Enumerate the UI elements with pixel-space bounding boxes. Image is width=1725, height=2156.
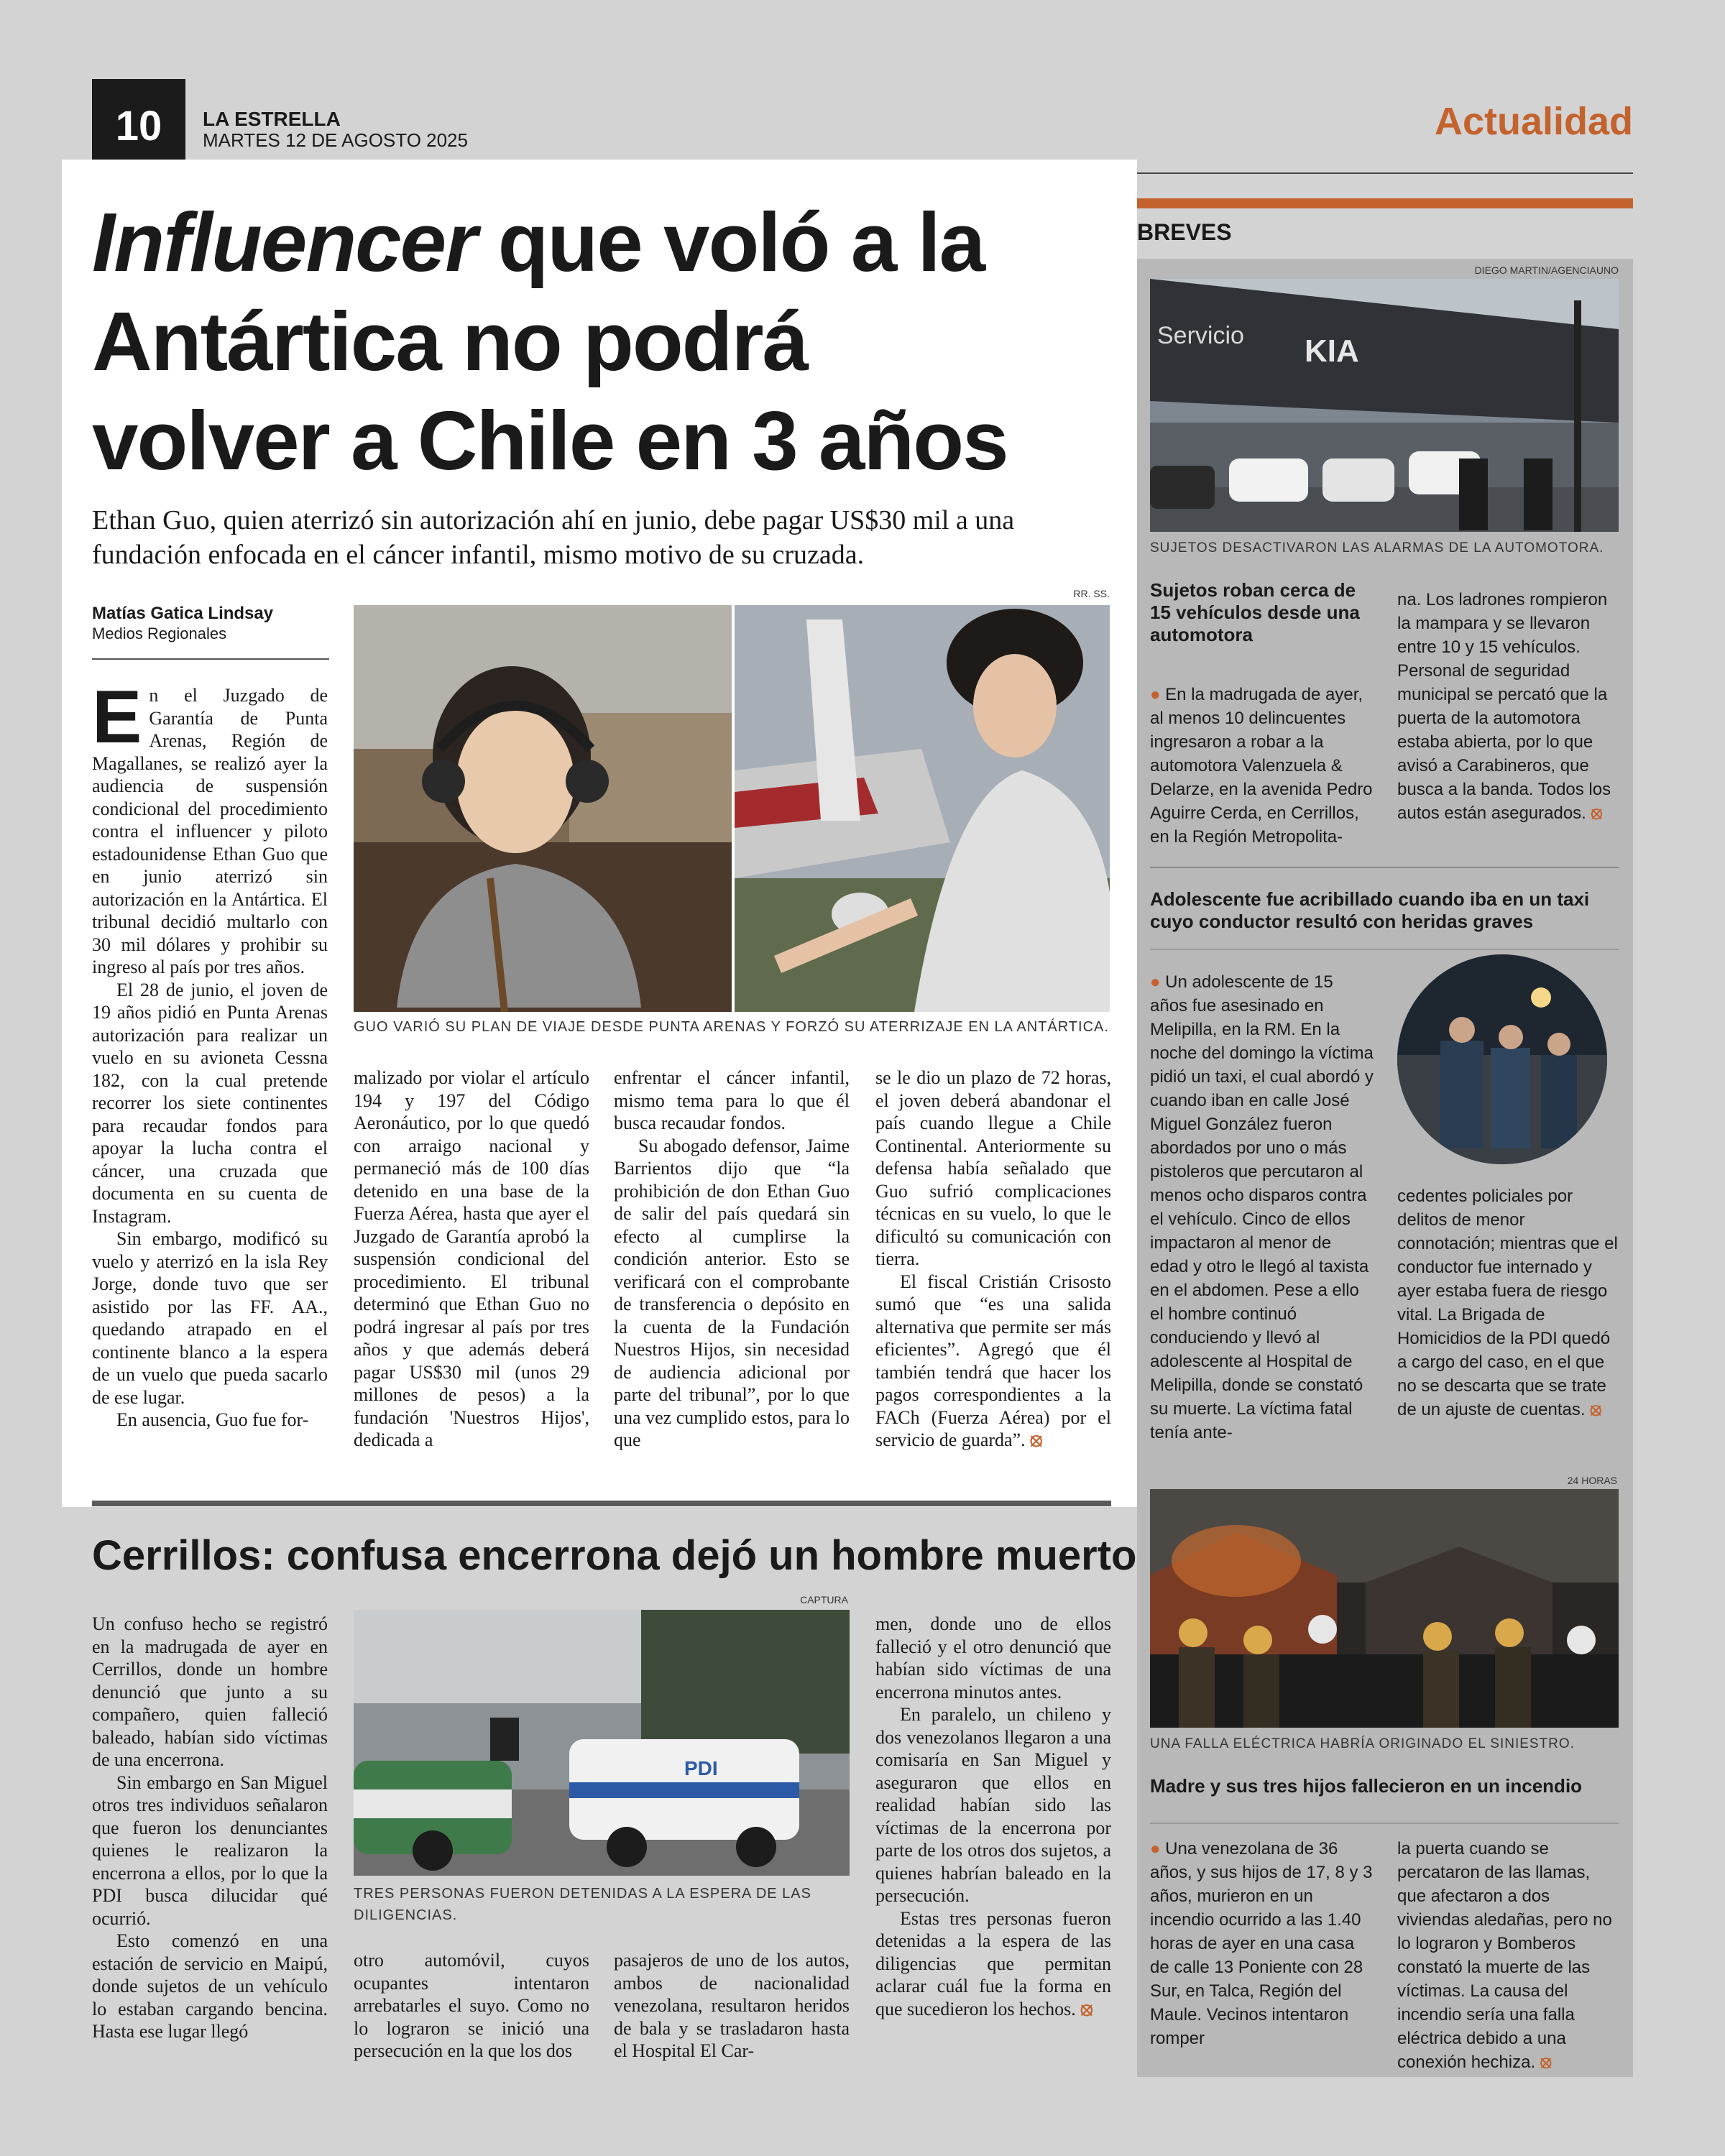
breve1-text-left-content: En la madrugada de ayer, al menos 10 delincuentes ingresaron a robar a la automotora Valenzuela & Delarze, en la avenida Pedro Aguirre Cerda, en Cerrillos, en la Región Metropolita- xyxy=(1150,685,1373,847)
main-col3-p1: enfrentar el cáncer infantil, mismo tema para lo que él busca recaudar fondos. xyxy=(614,1067,850,1133)
headline-line-2: Antártica no podrá xyxy=(92,295,808,388)
second-headline: Cerrillos: confusa encerrona dejó un hombre muerto xyxy=(92,1532,1137,1579)
breve-separator xyxy=(1150,867,1619,868)
breve2-text-left xyxy=(1150,970,1374,1445)
end-of-article-mark-icon: ⦻ xyxy=(1591,803,1603,823)
main-col1-p2: El 28 de junio, el joven de 19 años pidió en Punta Arenas autorización para realizar un vuelo en su avioneta Cessna 182, con la cual pretende recorrer los siete continentes para recaudar fondos para apoyar la lucha contra el cáncer, una cruzada que documenta en su cuenta de Instagram. xyxy=(92,979,328,1227)
main-column-3 xyxy=(614,1067,850,1452)
breve3-photo-credit: 24 HORAS xyxy=(1567,1475,1617,1486)
main-column-4 xyxy=(875,1067,1111,1452)
breve2-headline: Adolescente fue acribillado cuando iba en un taxi cuyo conductor resultó con heridas graves xyxy=(1150,888,1590,932)
main-column-1 xyxy=(92,676,328,1432)
pdi-vehicle-text: PDI xyxy=(684,1757,718,1779)
second-col1-p2: Sin embargo en San Miguel otros tres individuos señalaron que fueron los denunciantes quienes le realizaron la encerrona a ellos, por lo que la PDI busca dilucidar qué ocurrió. xyxy=(92,1772,328,1929)
second-col1-p1: Un confuso hecho se registró en la madrugada de ayer en Cerrillos, donde un hombre denunció que junto a su compañero, quien falleció baleado, habían sido víctimas de una encerrona. xyxy=(92,1613,328,1770)
photo-guo-airplane xyxy=(735,605,1110,1012)
main-col1-p4: En ausencia, Guo fue for- xyxy=(116,1409,309,1430)
breve2-text-right xyxy=(1397,1184,1622,1422)
second-photo-credit: CAPTURA xyxy=(800,1594,848,1606)
headline-line-3: volver a Chile en 3 años xyxy=(92,394,1008,487)
photo-guo-cockpit xyxy=(354,605,732,1012)
breve3-text-right-content: la puerta cuando se percataron de las llamas, que afectaron a dos viviendas aledañas, pero no lo lograron y Bomberos constató la muerte de las víctimas. La causa del incendio sería una falla eléctrica debido a una conexión hechiza. xyxy=(1397,1839,1612,2072)
bullet-dot-icon: ● xyxy=(1150,685,1161,704)
second-column-2 xyxy=(354,1949,589,2063)
breve-separator xyxy=(1150,1823,1619,1824)
header-rule xyxy=(1137,172,1633,174)
second-col2-p1: otro automóvil, cuyos ocupantes intentaron arrebatarles el suyo. Como no lo lograron se inició una persecución en la que los dos xyxy=(354,1950,589,2061)
main-headline xyxy=(92,193,1127,490)
article-divider xyxy=(92,1501,1111,1506)
kia-sign: KIA xyxy=(1305,333,1359,369)
breve-separator xyxy=(1150,949,1619,950)
newspaper-date: MARTES 12 DE AGOSTO 2025 xyxy=(203,129,468,151)
photo-automotora xyxy=(1150,279,1619,532)
main-col3-p2: Su abogado defensor, Jaime Barrientos dijo que “la prohibición de don Ethan Guo de salir del país quedará sin efecto al cumplirse la condición anterior. Esto se verificará con el comprobante de transferencia o depósito en la cuenta de la Fundación Nuestros Hijos, sin necesidad de audiencia adicional por parte del tribunal”, por lo que una vez cumplido estos, para lo que xyxy=(614,1135,850,1450)
second-col4-p2: En paralelo, un chileno y dos venezolanos llegaron a una comisaría en San Miguel y aseguraron que ellos en realidad habían sido las víctimas de la encerrona por parte de los otros dos sujetos, a quienes habrían baleado en la persecución. xyxy=(875,1704,1111,1906)
breve2-text-left-content: Un adolescente de 15 años fue asesinado en Melipilla, en la RM. En la noche del domingo la víctima pidió un taxi, el cual abordó y cuando iban en calle José Miguel González fueron abordados por uno o más pistoleros que percutaron al menos ocho disparos contra el vehículo. Cinco de ellos impactaron al menor de edad y otro le llegó al taxista en el abdomen. Pese a ello el hombre continuó conduciendo y llevó al adolescente al Hospital de Melipilla, donde se constató su muerte. La víctima fatal tenía ante- xyxy=(1150,972,1374,1442)
photo-melipilla-night xyxy=(1397,954,1607,1164)
breves-label: BREVES xyxy=(1137,219,1232,245)
breve3-caption: UNA FALLA ELÉCTRICA HABRÍA ORIGINADO EL SINIESTRO. xyxy=(1150,1736,1575,1751)
page-number: 10 xyxy=(92,79,185,172)
main-photo-credit: RR. SS. xyxy=(1073,588,1110,599)
end-of-article-mark-icon: ⦻ xyxy=(1080,1997,1093,2019)
breve1-photo-credit: DIEGO MARTIN/AGENCIAUNO xyxy=(1474,264,1619,276)
bullet-dot-icon: ● xyxy=(1150,972,1161,992)
breve1-text-right-content: na. Los ladrones rompieron la mampara y se llevaron entre 10 y 15 vehículos. Personal de seguridad municipal se percató que la puerta de la automotora estaba abierta, por lo que avisó a Carabineros, que busca a la banda. Todos los autos están asegurados. xyxy=(1397,590,1611,823)
photo-incendio-talca xyxy=(1150,1489,1619,1728)
main-col4-p2: El fiscal Cristián Crisosto sumó que “es una salida alternativa que permite ser más eficientes”. Agregó que él también tendrá que hacer los pagos correspondientes a la FACh (Fuerza Aérea) por el servicio de guarda”. xyxy=(875,1271,1111,1450)
main-col4-p1: se le dio un plazo de 72 horas, el joven deberá abandonar el país cuando llegue a Chile Continental. Anteriormente su defensa había señalado que Guo sufrió complicaciones técnicas en su vuelo, lo que le dificultó su comunicación con tierra. xyxy=(875,1067,1111,1269)
second-col4-p3: Estas tres personas fueron detenidas a la espera de las diligencias que permitan aclarar cuál fue la forma en que sucedieron los hechos. xyxy=(875,1907,1111,2019)
bullet-dot-icon: ● xyxy=(1150,1839,1161,1858)
main-deck: Ethan Guo, quien aterrizó sin autorización ahí en junio, debe pagar US$30 mil a una fundación enfocada en el cáncer infantil, mismo motivo de su cruzada. xyxy=(92,505,1015,570)
main-col1-p1: n el Juzgado de Garantía de Punta Arenas, Región de Magallanes, se realizó ayer la audiencia de suspensión condicional del procedimiento contra el influencer y piloto estadounidense Ethan Guo que en junio aterrizó sin autorización en la Antártica. El tribunal decidió multarlo con 30 mil dólares y prohibir su ingreso al país por tres años. xyxy=(92,685,328,977)
end-of-article-mark-icon: ⦻ xyxy=(1590,1400,1602,1419)
breves-accent-bar xyxy=(1137,198,1633,208)
breve1-caption: SUJETOS DESACTIVARON LAS ALARMAS DE LA AUTOMOTORA. xyxy=(1150,540,1604,556)
second-column-4 xyxy=(875,1613,1111,2020)
breve1-headline: Sujetos roban cerca de 15 vehículos desde una automotora xyxy=(1150,579,1360,645)
author-outlet: Medios Regionales xyxy=(92,625,227,642)
newspaper-name: LA ESTRELLA xyxy=(203,108,341,130)
photo-cerrillos-scene xyxy=(354,1610,850,1876)
breve3-text-left xyxy=(1150,1837,1374,2050)
second-col4-p1: men, donde uno de ellos falleció y el otro denunció que habían sido víctimas de una encerrona minutos antes. xyxy=(875,1613,1111,1703)
second-photo-caption: TRES PERSONAS FUERON DETENIDAS A LA ESPERA DE LAS DILIGENCIAS. xyxy=(354,1886,811,1923)
breve3-text-left-content: Una venezolana de 36 años, y sus hijos de 17, 8 y 3 años, murieron en un incendio ocurrido a las 1.40 horas de ayer en una casa de calle 13 Poniente con 28 Sur, en Talca, Región del Maule. Vecinos intentaron romper xyxy=(1150,1839,1373,2048)
main-col1-p3: Sin embargo, modificó su vuelo y aterrizó en la isla Rey Jorge, donde tuvo que ser asistido por las FF. AA., quedando atrapado en el continente blanco a la espera de un vuelo que pueda sacarlo de ese lugar. xyxy=(92,1228,328,1408)
section-title: Actualidad xyxy=(1434,100,1633,143)
main-column-2 xyxy=(354,1067,589,1452)
main-col2-p1: malizado por violar el artículo 194 y 197 del Código Aeronáutico, por lo que quedó con arraigo nacional y permaneció más de 100 días detenido en una base de la Fuerza Aérea, hasta que ayer el Juzgado de Garantía aprobó la suspensión condicional del procedimiento. El tribunal determinó que Ethan Guo no podrá ingresar al país por tres años y que además deberá pagar US$30 mil (unos 29 millones de pesos) a la fundación 'Nuestros Hijos', dedicada a xyxy=(354,1067,589,1450)
author-name: Matías Gatica Lindsay xyxy=(92,604,274,623)
breve3-text-right xyxy=(1397,1837,1622,2074)
second-column-1 xyxy=(92,1613,328,2043)
main-photo-caption: GUO VARIÓ SU PLAN DE VIAJE DESDE PUNTA ARENAS Y FORZÓ SU ATERRIZAJE EN LA ANTÁRTICA. xyxy=(354,1019,1109,1035)
breve1-text-right xyxy=(1397,588,1622,825)
second-column-3 xyxy=(614,1949,850,2063)
servicio-sign: Servicio xyxy=(1157,322,1244,349)
second-col3-p1: pasajeros de uno de los autos, ambos de nacionalidad venezolana, resultaron heridos de bala y se trasladaron hasta el Hospital El Car- xyxy=(614,1950,850,2061)
breve1-text-left xyxy=(1150,683,1374,849)
byline xyxy=(92,604,329,660)
breve2-text-right-content: cedentes policiales por delitos de menor connotación; mientras que el conductor fue internado y ayer estaba fuera de riesgo vital. La Brigada de Homicidios de la PDI quedó a cargo del caso, en el que no se descarta que se trate de un ajuste de cuentas. xyxy=(1397,1187,1618,1419)
breve3-headline: Madre y sus tres hijos fallecieron en un incendio xyxy=(1150,1775,1583,1797)
headline-line-1: que voló a la xyxy=(476,195,985,289)
end-of-article-mark-icon: ⦻ xyxy=(1030,1429,1043,1450)
end-of-article-mark-icon: ⦻ xyxy=(1540,2053,1552,2072)
headline-italic-word: Influencer xyxy=(92,195,477,289)
dropcap: E xyxy=(92,676,142,759)
second-col1-p3: Esto comenzó en una estación de servicio en Maipú, donde sujetos de un vehículo lo estaban cargando bencina. Hasta ese lugar llegó xyxy=(92,1930,328,2042)
